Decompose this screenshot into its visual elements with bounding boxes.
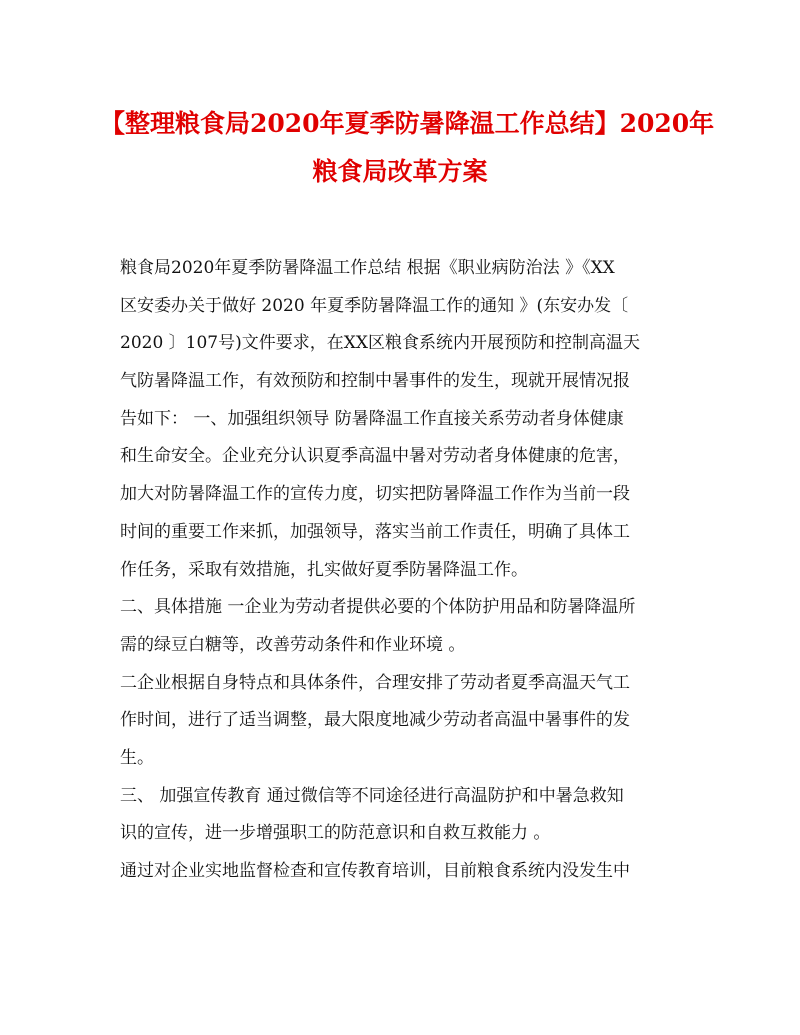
- body-line: 二企业根据自身特点和具体条件，合理安排了劳动者夏季高温天气工: [120, 672, 630, 693]
- body-line: 需的绿豆白糖等，改善劳动条件和作业环境 。: [120, 634, 466, 655]
- body-line: 加大对防暑降温工作的宣传力度，切实把防暑降温工作作为当前一段: [120, 484, 630, 505]
- body-line: 告如下： 一、加强组织领导 防暑降温工作直接关系劳动者身体健康: [120, 408, 624, 429]
- body-line: 和生命安全。企业充分认识夏季高温中暑对劳动者身体健康的危害，: [120, 446, 630, 467]
- body-line: 时间的重要工作来抓，加强领导，落实当前工作责任，明确了具体工: [120, 521, 630, 542]
- document-body: [120, 250, 680, 891]
- body-line: 作时间，进行了适当调整，最大限度地减少劳动者高温中暑事件的发: [120, 710, 630, 731]
- body-line: 生。: [120, 747, 154, 768]
- title-line-2: 粮食局改革方案: [312, 157, 488, 186]
- body-line: 作任务，采取有效措施，扎实做好夏季防暑降温工作。: [120, 559, 528, 580]
- body-line: 粮食局2020年夏季防暑降温工作总结 根据《职业病防治法 》《XX: [120, 258, 615, 278]
- body-line: 二、具体措施 一企业为劳动者提供必要的个体防护用品和防暑降温所: [120, 597, 636, 618]
- body-line: 三、 加强宣传教育 通过微信等不同途径进行高温防护和中暑急救知: [120, 785, 624, 806]
- body-line: 通过对企业实地监督检查和宣传教育培训，目前粮食系统内没发生中: [120, 861, 630, 881]
- document-title: [100, 100, 715, 196]
- body-line: 气防暑降温工作，有效预防和控制中暑事件的发生，现就开展情况报: [120, 371, 630, 392]
- body-line: 2020 〕107号)文件要求，在XX区粮食系统内开展预防和控制高温天: [120, 333, 640, 354]
- body-line: 区安委办关于做好 2020 年夏季防暑降温工作的通知 》(东安办发〔: [120, 295, 629, 316]
- title-line-1: 【整理粮食局2020年夏季防暑降温工作总结】2020年: [100, 109, 715, 138]
- body-line: 识的宣传，进一步增强职工的防范意识和自救互救能力 。: [120, 823, 551, 844]
